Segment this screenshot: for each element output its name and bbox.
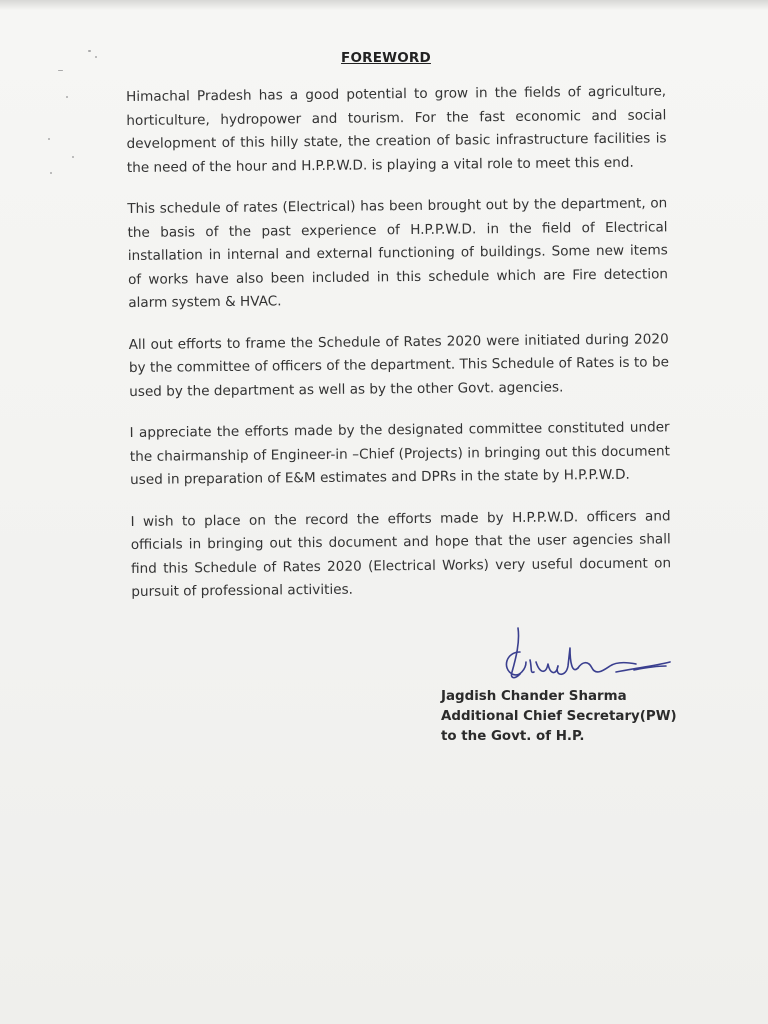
scan-speck <box>48 138 50 140</box>
paragraph: Himachal Pradesh has a good potential to grow in the fields of agriculture, horticulture, hydropower and tourism. For the fast economic and social development of this hilly state, the creation of basic infrastructure facilities is the need of the hour and H.P.P.W.D. is playing a vital role to meet this end. <box>126 83 667 176</box>
signatory-designation: Additional Chief Secretary(PW) <box>441 709 677 724</box>
paragraph: I wish to place on the record the efforts made by H.P.P.W.D. officers and officials in bringing out this document and hope that the user agencies shall find this Schedule of Rates 2020 (Electrical Works) very useful document on pursuit of professional activities. <box>130 507 672 600</box>
scan-speck <box>66 96 68 98</box>
page-title: FOREWORD <box>341 50 431 66</box>
foreword-body <box>126 80 672 622</box>
scan-speck <box>50 172 52 174</box>
paragraph: This schedule of rates (Electrical) has been brought out by the department, on the basis of the past experience of H.P.P.W.D. in the field of Electrical installation in internal and external functioning of buildings. Some new items of works have also been included in this schedule which are Fire detection alarm system & HVAC. <box>127 195 669 311</box>
signatory-block <box>441 687 741 747</box>
scan-speck <box>58 70 63 71</box>
scan-top-edge <box>0 0 768 10</box>
handwritten-signature <box>496 622 676 686</box>
signatory-name: Jagdish Chander Sharma <box>441 689 627 704</box>
signatory-organization: to the Govt. of H.P. <box>441 729 585 744</box>
paragraph: I appreciate the efforts made by the designated committee constituted under the chairmanship of Engineer-in –Chief (Projects) in bringing out this document used in preparation of E&M estimates and DPRs in the state by H.P.P.W.D. <box>129 419 670 488</box>
scan-speck <box>72 156 74 158</box>
paragraph: All out efforts to frame the Schedule of Rates 2020 were initiated during 2020 by the committee of officers of the department. This Schedule of Rates is to be used by the department as well as by the other Govt. agencies. <box>128 330 670 400</box>
